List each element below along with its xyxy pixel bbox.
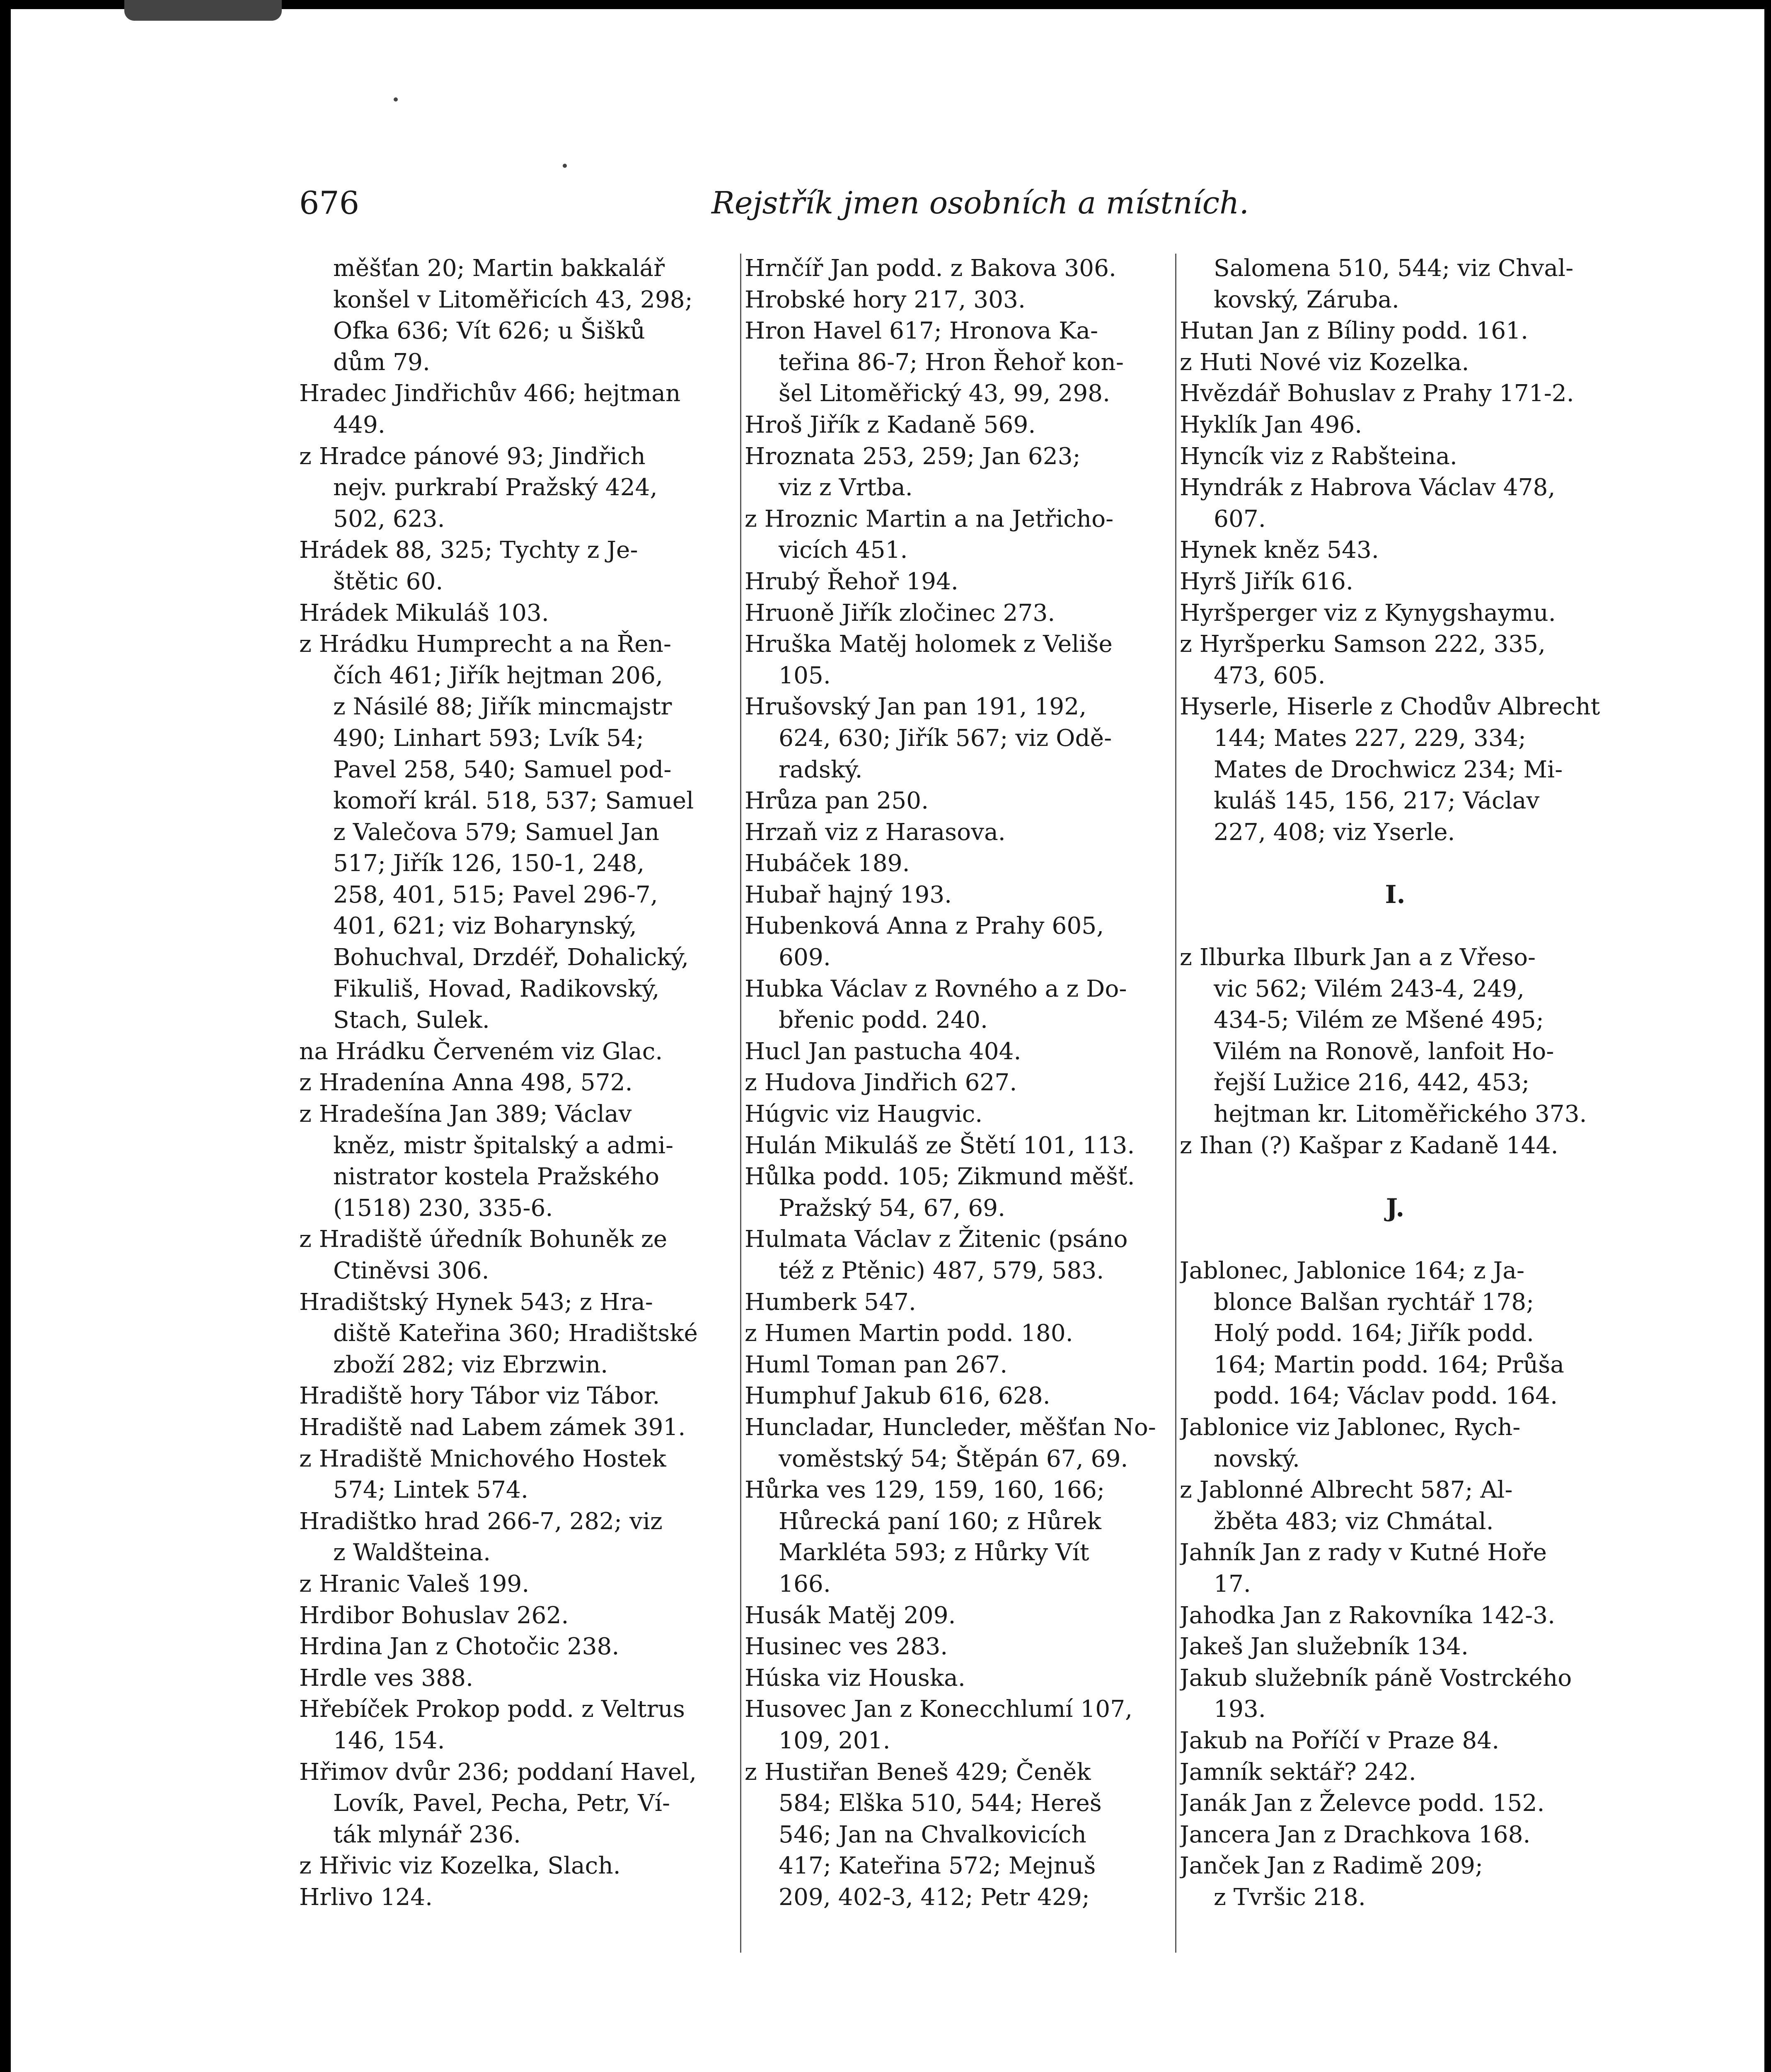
index-entry-line: 584; Elška 510, 544; Hereš [779, 1790, 1102, 1817]
index-entry-line: 146, 154. [333, 1727, 445, 1754]
index-entry-line: Huml Toman pan 267. [745, 1351, 1008, 1378]
index-entry-line: Jancera Jan z Drachkova 168. [1180, 1821, 1531, 1848]
index-entry-line: Hubáček 189. [745, 850, 910, 877]
index-entry-line: 193. [1214, 1696, 1266, 1723]
index-entry-line: Hroš Jiřík z Kadaně 569. [745, 411, 1036, 438]
index-entry-line: 624, 630; Jiřík 567; viz Odě- [779, 724, 1112, 752]
index-entry-line: Hrádek 88, 325; Tychty z Je- [299, 537, 638, 564]
index-entry-line: Pražský 54, 67, 69. [779, 1194, 1006, 1222]
index-entry-line: Jakub na Poříčí v Praze 84. [1180, 1727, 1500, 1754]
index-entry-line: Hvězdář Bohuslav z Prahy 171-2. [1180, 380, 1574, 407]
index-entry-line: Hulán Mikuláš ze Štětí 101, 113. [745, 1132, 1135, 1159]
index-entry-line: Hubař hajný 193. [745, 881, 952, 908]
index-entry-line: novský. [1214, 1445, 1300, 1472]
index-entry-line: kuláš 145, 156, 217; Václav [1214, 787, 1540, 815]
index-entry-line: blonce Balšan rychtář 178; [1214, 1288, 1534, 1316]
index-entry-line: Hutan Jan z Bíliny podd. 161. [1180, 317, 1529, 345]
index-entry-line: žběta 483; viz Chmátal. [1214, 1508, 1494, 1535]
index-entry-line: z Huti Nové viz Kozelka. [1180, 349, 1469, 376]
index-entry-line: Hucl Jan pastucha 404. [745, 1038, 1021, 1065]
index-entry-line: z Hradiště Mnichového Hostek [299, 1445, 666, 1472]
index-entry-line: Husák Matěj 209. [745, 1602, 956, 1629]
index-entry-line: Hrnčíř Jan podd. z Bakova 306. [745, 255, 1117, 282]
index-entry-line: Hulmata Václav z Žitenic (psáno [745, 1226, 1128, 1253]
index-entry-line: Hrůza pan 250. [745, 787, 929, 815]
index-entry-line: nistrator kostela Pražského [333, 1163, 660, 1191]
scan-artifact-mark [124, 0, 282, 21]
index-entry-line: Ctiněvsi 306. [333, 1257, 489, 1284]
index-entry-line: Hyklík Jan 496. [1180, 411, 1362, 438]
index-entry-line: Jakub služebník páně Vostrckého [1180, 1664, 1572, 1692]
index-entry-line: z Násilé 88; Jiřík mincmajstr [333, 693, 672, 721]
index-entry-line: Hron Havel 617; Hronova Ka- [745, 317, 1098, 345]
index-entry-line: Jakeš Jan služebník 134. [1180, 1633, 1469, 1661]
index-entry-line: Husovec Jan z Konecchlumí 107, [745, 1696, 1133, 1723]
index-entry-line: Fikuliš, Hovad, Radikovský, [333, 975, 660, 1002]
index-entry-line: z Hudova Jindřich 627. [745, 1069, 1017, 1097]
index-entry-line: Vilém na Ronově, lanfoit Ho- [1214, 1038, 1554, 1065]
index-entry-line: Hrobské hory 217, 303. [745, 286, 1026, 313]
index-entry-line: Hruška Matěj holomek z Veliše [745, 631, 1113, 658]
index-column-2 [745, 253, 1176, 1952]
index-entry-line: Hrdina Jan z Chotočic 238. [299, 1633, 619, 1661]
index-entry-line: 105. [779, 662, 831, 689]
index-entry-line: řejší Lužice 216, 442, 453; [1214, 1069, 1530, 1097]
index-entry-line: 517; Jiřík 126, 150-1, 248, [333, 850, 645, 877]
index-entry-line: Lovík, Pavel, Pecha, Petr, Ví- [333, 1790, 670, 1817]
index-entry-line: Jamník sektář? 242. [1180, 1758, 1416, 1786]
page-number: 676 [299, 184, 360, 221]
index-entry-line: Huncladar, Huncleder, měšťan No- [745, 1414, 1156, 1441]
index-entry-line: 449. [333, 411, 385, 438]
page-header [0, 178, 1771, 228]
index-entry-line: z Hroznic Martin a na Jetřicho- [745, 505, 1114, 533]
index-entry-line: z Hranic Valeš 199. [299, 1570, 530, 1598]
index-entry-line: Ofka 636; Vít 626; u Šišků [333, 317, 646, 345]
index-entry-line: z Hradiště úředník Bohuněk ze [299, 1226, 668, 1253]
index-entry-line: měšťan 20; Martin bakkalář [333, 255, 665, 282]
index-entry-line: hejtman kr. Litoměřického 373. [1214, 1101, 1587, 1128]
index-entry-line: Hřebíček Prokop podd. z Veltrus [299, 1696, 685, 1723]
index-entry-line: zboží 282; viz Ebrzwin. [333, 1351, 608, 1378]
section-letter-heading: I. [1385, 880, 1406, 909]
index-entry-line: břenic podd. 240. [779, 1007, 988, 1034]
index-entry-line: z Hrádku Humprecht a na Řen- [299, 631, 672, 658]
index-entry-line: z Hradce pánové 93; Jindřich [299, 443, 646, 470]
index-entry-line: Hyrš Jiřík 616. [1180, 568, 1353, 595]
index-entry-line: 209, 402-3, 412; Petr 429; [779, 1883, 1090, 1911]
index-entry-line: Hradec Jindřichův 466; hejtman [299, 380, 681, 407]
index-entry-line: kovský, Záruba. [1214, 286, 1399, 313]
index-entry-line: z Hradešína Jan 389; Václav [299, 1101, 632, 1128]
index-entry-line: 490; Linhart 593; Lvík 54; [333, 724, 644, 752]
index-entry-line: 473, 605. [1214, 662, 1326, 689]
index-entry-line: Hynek kněz 543. [1180, 537, 1379, 564]
index-entry-line: 607. [1214, 505, 1266, 533]
index-column-3 [1180, 253, 1611, 1952]
index-entry-line: Hůlka podd. 105; Zikmund měšť. [745, 1163, 1135, 1191]
scan-border-right [1764, 0, 1771, 2072]
index-column-1 [299, 253, 730, 1952]
index-entry-line: Humphuf Jakub 616, 628. [745, 1382, 1050, 1410]
index-entry-line: Janák Jan z Želevce podd. 152. [1180, 1790, 1545, 1817]
index-entry-line: nejv. purkrabí Pražský 424, [333, 474, 658, 501]
index-entry-line: 546; Jan na Chvalkovicích [779, 1821, 1086, 1848]
index-entry-line: Hyncík viz z Rabšteina. [1180, 443, 1457, 470]
index-entry-line: Hubenková Anna z Prahy 605, [745, 913, 1104, 940]
index-entry-line: Hyndrák z Habrova Václav 478, [1180, 474, 1556, 501]
index-entry-line: Hůrka ves 129, 159, 160, 166; [745, 1477, 1105, 1504]
index-entry-line: z Hyršperku Samson 222, 335, [1180, 631, 1546, 658]
index-entry-line: z Ihan (?) Kašpar z Kadaně 144. [1180, 1132, 1558, 1159]
index-entry-line: Jablonec, Jablonice 164; z Ja- [1180, 1257, 1525, 1284]
index-entry-line: Húska viz Houska. [745, 1664, 965, 1692]
index-entry-line: kněz, mistr špitalský a admi- [333, 1132, 674, 1159]
index-entry-line: Janček Jan z Radimě 209; [1180, 1852, 1483, 1880]
index-entry-line: Jahník Jan z rady v Kutné Hoře [1180, 1539, 1547, 1566]
column-divider [740, 254, 741, 1953]
index-entry-line: Humberk 547. [745, 1288, 916, 1316]
index-entry-line: dům 79. [333, 349, 430, 376]
index-entry-line: 144; Mates 227, 229, 334; [1214, 724, 1526, 752]
index-entry-line: Hradištko hrad 266-7, 282; viz [299, 1508, 663, 1535]
index-entry-line: Hubka Václav z Rovného a z Do- [745, 975, 1127, 1002]
index-entry-line: Jablonice viz Jablonec, Rych- [1180, 1414, 1521, 1441]
index-entry-line: z Humen Martin podd. 180. [745, 1320, 1073, 1347]
index-entry-line: Markléta 593; z Hůrky Vít [779, 1539, 1089, 1566]
index-entry-line: z Hřivic viz Kozelka, Slach. [299, 1852, 621, 1880]
index-entry-line: 109, 201. [779, 1727, 890, 1754]
index-entry-line: z Hustiřan Beneš 429; Čeněk [745, 1758, 1091, 1786]
index-entry-line: (1518) 230, 335-6. [333, 1194, 553, 1222]
index-entry-line: z Valečova 579; Samuel Jan [333, 818, 660, 846]
index-entry-line: vicích 451. [779, 537, 908, 564]
index-entry-line: Hyršperger viz z Kynygshaymu. [1180, 599, 1556, 627]
index-entry-line: Husinec ves 283. [745, 1633, 948, 1661]
index-entry-line: 227, 408; viz Yserle. [1214, 818, 1455, 846]
index-entry-line: Hrdibor Bohuslav 262. [299, 1602, 569, 1629]
index-entry-line: Stach, Sulek. [333, 1007, 490, 1034]
index-entry-line: podd. 164; Václav podd. 164. [1214, 1382, 1558, 1410]
index-entry-line: Hrádek Mikuláš 103. [299, 599, 549, 627]
index-entry-line: komoří král. 518, 537; Samuel [333, 787, 694, 815]
index-entry-line: viz z Vrtba. [779, 474, 913, 501]
index-entry-line: 17. [1214, 1570, 1251, 1598]
index-entry-line: konšel v Litoměřicích 43, 298; [333, 286, 693, 313]
index-entry-line: 434-5; Vilém ze Mšené 495; [1214, 1007, 1544, 1034]
index-entry-line: Hrdle ves 388. [299, 1664, 474, 1692]
index-entry-line: Holý podd. 164; Jiřík podd. [1214, 1320, 1534, 1347]
index-entry-line: 166. [779, 1570, 831, 1598]
index-entry-line: 502, 623. [333, 505, 445, 533]
scan-artifact-dot [394, 97, 398, 102]
index-entry-line: Hradiště nad Labem zámek 391. [299, 1414, 686, 1441]
index-entry-line: Bohuchval, Drzdéř, Dohalický, [333, 944, 689, 971]
index-entry-line: z Ilburka Ilburk Jan a z Vřeso- [1180, 944, 1536, 971]
index-entry-line: Hřimov dvůr 236; poddaní Havel, [299, 1758, 697, 1786]
index-entry-line: diště Kateřina 360; Hradištské [333, 1320, 698, 1347]
index-entry-line: Hrušovský Jan pan 191, 192, [745, 693, 1087, 721]
index-entry-line: voměstský 54; Štěpán 67, 69. [779, 1445, 1128, 1472]
index-entry-line: Hůrecká paní 160; z Hůrek [779, 1508, 1101, 1535]
index-entry-line: ták mlynář 236. [333, 1821, 521, 1848]
index-entry-line: Salomena 510, 544; viz Chval- [1214, 255, 1574, 282]
index-entry-line: Hrubý Řehoř 194. [745, 568, 958, 595]
running-title: Rejstřík jmen osobních a místních. [711, 185, 1249, 221]
index-entry-line: 574; Lintek 574. [333, 1477, 528, 1504]
section-spacer [1180, 1161, 1611, 1193]
index-entry-line: 164; Martin podd. 164; Průša [1214, 1351, 1564, 1378]
index-entry-line: Hrlivo 124. [299, 1883, 433, 1911]
index-entry-line: z Waldšteina. [333, 1539, 491, 1566]
index-entry-line: Hyserle, Hiserle z Chodův Albrecht [1180, 693, 1600, 721]
index-entry-line: čích 461; Jiřík hejtman 206, [333, 662, 663, 689]
index-entry-line: Hradištský Hynek 543; z Hra- [299, 1288, 653, 1316]
index-entry-line: Pavel 258, 540; Samuel pod- [333, 756, 672, 783]
index-entry-line: na Hrádku Červeném viz Glac. [299, 1038, 663, 1065]
index-entry-line: teřina 86-7; Hron Řehoř kon- [779, 349, 1124, 376]
section-spacer [1180, 1224, 1611, 1255]
index-entry-line: štětic 60. [333, 568, 443, 595]
index-entry-line: 258, 401, 515; Pavel 296-7, [333, 881, 658, 908]
index-entry-line: vic 562; Vilém 243-4, 249, [1214, 975, 1524, 1002]
index-entry-line: Hradiště hory Tábor viz Tábor. [299, 1382, 660, 1410]
index-entry-line: Húgvic viz Haugvic. [745, 1101, 983, 1128]
scan-border-left [0, 0, 11, 2072]
index-entry-line: radský. [779, 756, 863, 783]
index-entry-line: šel Litoměřický 43, 99, 298. [779, 380, 1111, 407]
index-entry-line: z Hradenína Anna 498, 572. [299, 1069, 633, 1097]
section-spacer [1180, 910, 1611, 942]
index-entry-line: též z Ptěnic) 487, 579, 583. [779, 1257, 1104, 1284]
index-entry-line: Mates de Drochwicz 234; Mi- [1214, 756, 1563, 783]
scan-artifact-dot [563, 164, 567, 168]
index-entry-line: Jahodka Jan z Rakovníka 142-3. [1180, 1602, 1556, 1629]
index-entry-line: Hrzaň viz z Harasova. [745, 818, 1006, 846]
index-entry-line: 401, 621; viz Boharynský, [333, 913, 637, 940]
index-entry-line: z Tvršic 218. [1214, 1883, 1366, 1911]
index-entry-line: z Jablonné Albrecht 587; Al- [1180, 1477, 1513, 1504]
section-letter-heading: J. [1386, 1193, 1405, 1222]
index-entry-line: Hroznata 253, 259; Jan 623; [745, 443, 1081, 470]
index-entry-line: 609. [779, 944, 831, 971]
index-entry-line: 417; Kateřina 572; Mejnuš [779, 1852, 1096, 1880]
section-spacer [1180, 848, 1611, 879]
index-entry-line: Hruoně Jiřík zločinec 273. [745, 599, 1055, 627]
